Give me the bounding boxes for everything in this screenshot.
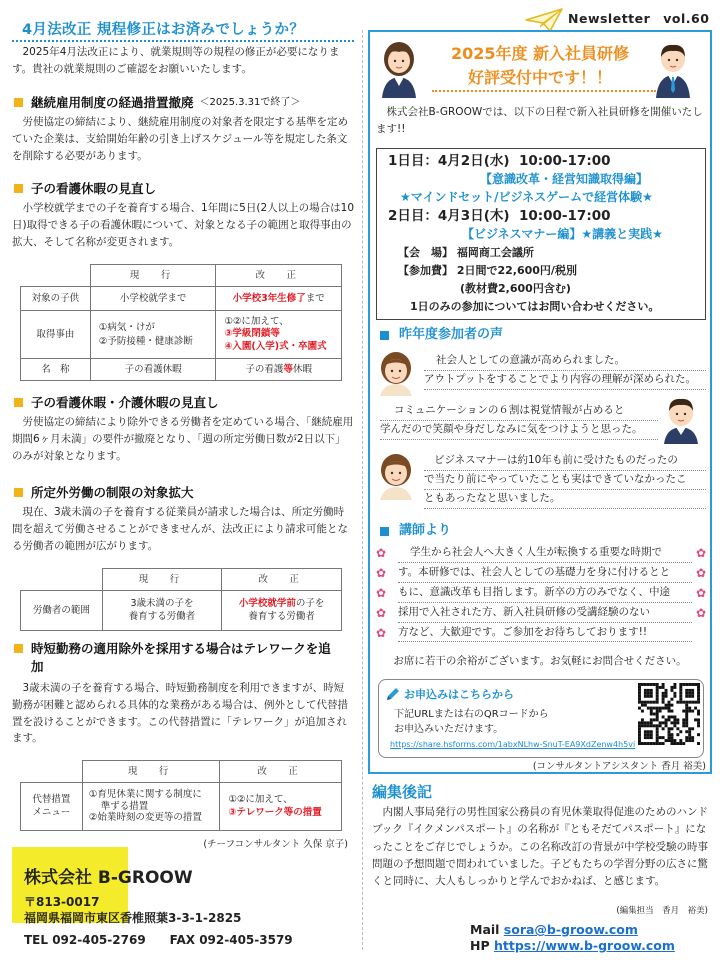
- section-heading-1: 継続雇用制度の経過措置撤廃 ＜2025.3.31で終了＞: [12, 94, 300, 112]
- instructor-message: 学生から社会人へ大きく人生が転換する重要な時期で す。本研修では、社会人としての基礎力を身に付けるとと もに、意識改革も目指します。新卒の方のみでなく、中途 採用で入社された方、新入社員研修の受講経験のない 方など、大歓迎です。ご参加をお待ちしております!!: [398, 543, 692, 642]
- comparison-table-2: 現 行 改 正 労働者の範囲 3歳未満の子を 養育する労働者 小学校就学前の子を 養育する労働者: [20, 568, 342, 631]
- section-body-3: 労使協定の締結により除外できる労働者を定めている場合、「継続雇用期間6ヶ月未満」の要件が撤廃となり、「週の所定労働日数が2日以下」のみが対象となります。: [12, 416, 354, 462]
- flower-icon: ✿: [376, 586, 387, 600]
- section-heading-4: 所定外労働の制限の対象拡大: [12, 484, 194, 502]
- intro-paragraph: 2025年4月法改正により、就業規則等の規程の修正が必要になります。貴社の就業規則のご確認をお願いいたします。: [12, 46, 340, 75]
- voice-1: 社会人としての意識が高められました。 アウトプットをすることでより内容の理解が深められた。: [424, 352, 706, 390]
- section-body-1: 労使協定の締結により、継続雇用制度の対象者を限定する基準を定めていた企業は、支給開始年齢の引き上げスケジュール等を規定した条文を削除する必要があります。: [12, 116, 348, 162]
- woman-icon: [376, 452, 416, 500]
- editorial-credit: (編集担当 香月 裕美): [616, 906, 708, 916]
- training-subtitle: 好評受付中です！！: [467, 68, 612, 87]
- right-author-credit: (コンサルタントアシスタント 香月 裕美): [532, 761, 706, 772]
- table-row: 取得事由 ①病気・けが ②予防接種・健康診断 ①②に加えて、 ③学級閉鎖等 ④入園(入学)式・卒園式: [21, 311, 342, 359]
- table-header-current: 現 行: [90, 265, 216, 287]
- table-row: 労働者の範囲 3歳未満の子を 養育する労働者 小学校就学前の子を 養育する労働者: [21, 591, 342, 631]
- fee: 【参加費】 2日間で22,600円/税別: [398, 264, 577, 277]
- flower-icon: ✿: [696, 606, 707, 620]
- instructor-heading: 講師より: [380, 522, 451, 541]
- title-divider: [12, 40, 354, 42]
- voice-3: ビジネスマナーは約10年も前に受けたものだったの で当たり前にやっていたことも実はできていなかったこ ともあったなと思いました。: [424, 452, 706, 509]
- pen-icon: [385, 686, 401, 702]
- bullet-square-icon: [14, 184, 23, 193]
- company-name: 株式会社 B-GROOW: [24, 868, 193, 888]
- one-day-note: 1日のみの参加についてはお問い合わせください。: [410, 300, 660, 313]
- page-title: 4月法改正 規程修正はお済みでしょうか？: [22, 22, 305, 38]
- column-divider: [362, 30, 363, 950]
- bullet-square-icon: [14, 98, 23, 107]
- qr-code[interactable]: [638, 683, 700, 745]
- bullet-square-icon: [14, 488, 23, 497]
- newsletter-volume: Newsletter vol.60: [568, 11, 710, 26]
- table-row: 対象の子供 小学校就学まで 小学校3年生修了まで: [21, 287, 342, 311]
- venue: 【会 場】 福岡商工会議所: [398, 246, 534, 259]
- training-title: 2025年度 新入社員研修: [450, 44, 630, 63]
- table-row: 名 称 子の看護休暇 子の看護等休暇: [21, 359, 342, 381]
- flower-icon: ✿: [376, 546, 387, 560]
- company-phone-fax: TEL 092-405-2769 FAX 092-405-3579: [24, 933, 293, 947]
- table-row: 代替措置 メニュー ①育児休業に関する制度に 準ずる措置 ②始業時刻の変更等の措置 ①②に加えて、 ③テレワーク等の措置: [21, 783, 342, 831]
- flower-icon: ✿: [376, 606, 387, 620]
- section-heading-3: 子の看護休暇・介護休暇の見直し: [12, 394, 219, 412]
- website-contact: HP https://www.b-groow.com: [470, 938, 675, 953]
- email-contact: Mail sora@b-groow.com: [470, 922, 638, 937]
- section-body-5: 3歳未満の子を養育する場合、時短勤務制度を利用できますが、時短勤務が困難と認められる具体的な業務がある場合は、例外として代替措置を設けることができます。この代替措置に「テレワーク」が追加されます。: [12, 682, 348, 745]
- bullet-square-icon: [380, 527, 389, 536]
- flower-icon: ✿: [376, 566, 387, 580]
- company-address: 福岡県福岡市東区香椎照葉3-3-1-2825: [24, 911, 242, 925]
- comparison-table-3: 現 行 改 正 代替措置 メニュー ①育児休業に関する制度に 準ずる措置 ②始業時刻の変更等の措置 ①②に加えて、 ③テレワーク等の措置: [20, 760, 342, 831]
- flower-icon: ✿: [696, 546, 707, 560]
- email-link[interactable]: sora@b-groow.com: [503, 922, 638, 937]
- woman-icon: [376, 350, 416, 396]
- day2-course: 【ビジネスマナー編】★講義と実践★: [462, 227, 663, 241]
- left-author-credit: (チーフコンサルタント 久保 京子): [203, 839, 348, 850]
- editorial-text: 内閣人事局発行の男性国家公務員の育児休業取得促進のためのハンドブック『イクメンパスポート』の名称が『ともそだてパスポート』になったことをご存じでしょうか。この名称改訂の背景が中学校受験の時事問題の予想問題で問われていました。子どもたちの学習分野の広さに驚くと同時に、大人もしっかりと学んでおかねば、と感じます。: [372, 806, 708, 888]
- bullet-square-icon: [14, 398, 23, 407]
- bullet-square-icon: [14, 644, 23, 653]
- application-instructions: 下記URLまたは右のQRコードから お申込みいただけます。: [394, 709, 549, 735]
- section-note: ＜2025.3.31で終了＞: [199, 97, 301, 108]
- title-divider: [432, 90, 656, 92]
- section-heading-5: 時短勤務の適用除外を採用する場合はテレワークを追加: [12, 640, 354, 676]
- application-title: お申込みはこちらから: [404, 688, 514, 701]
- seats-note: お席に若干の余裕がございます。お気軽にお問合せください。: [393, 655, 687, 667]
- flower-icon: ✿: [696, 566, 707, 580]
- website-link[interactable]: https://www.b-groow.com: [493, 938, 675, 953]
- flower-icon: ✿: [376, 626, 387, 640]
- section-body-4: 現在、3歳未満の子を養育する従業員が請求した場合は、所定労働時間を超えて労働させることができませんが、法改正により請求可能となる労働者の範囲が広がります。: [12, 506, 348, 552]
- day1-schedule: 1日目：4月2日(水) 10:00-17:00: [388, 153, 611, 169]
- section-heading-2: 子の看護休暇の見直し: [12, 180, 156, 198]
- day1-course: 【意識改革・経営知識取得編】: [480, 172, 649, 186]
- voices-heading: 昨年度参加者の声: [380, 326, 503, 345]
- bullet-square-icon: [380, 331, 389, 340]
- flower-icon: ✿: [696, 586, 707, 600]
- comparison-table-1: [20, 264, 342, 381]
- table-header-revised: 改 正: [216, 265, 342, 287]
- company-zip: 〒813-0017: [24, 895, 100, 909]
- day2-schedule: 2日目：4月3日(木) 10:00-17:00: [388, 208, 611, 224]
- editorial-heading: 編集後記: [372, 783, 433, 801]
- training-intro: 株式会社B-GROOWでは、以下の日程で新入社員研修を開催いたします!!: [376, 106, 703, 135]
- fee-note: (教材費2,600円含む): [460, 282, 571, 295]
- application-link[interactable]: https://share.hsforms.com/1abxNLhw-SnuT-EA9XdZenw4h5vi: [390, 740, 636, 749]
- day1-subtitle: ★マインドセット/ビジネスゲームで経営体験★: [400, 190, 653, 204]
- voice-2: コミュニケーションの６割は視覚情報が占めると 学んだので笑顔や身だしなみに気をつけようと思った。: [380, 402, 658, 440]
- man-icon: [660, 394, 702, 444]
- section-body-2: 小学校就学までの子を養育する場合、1年間に5日(2人以上の場合は10日)取得できる子の看護休暇について、対象となる子の範囲と取得事由の拡大、そして名称が変更されます。: [12, 202, 354, 248]
